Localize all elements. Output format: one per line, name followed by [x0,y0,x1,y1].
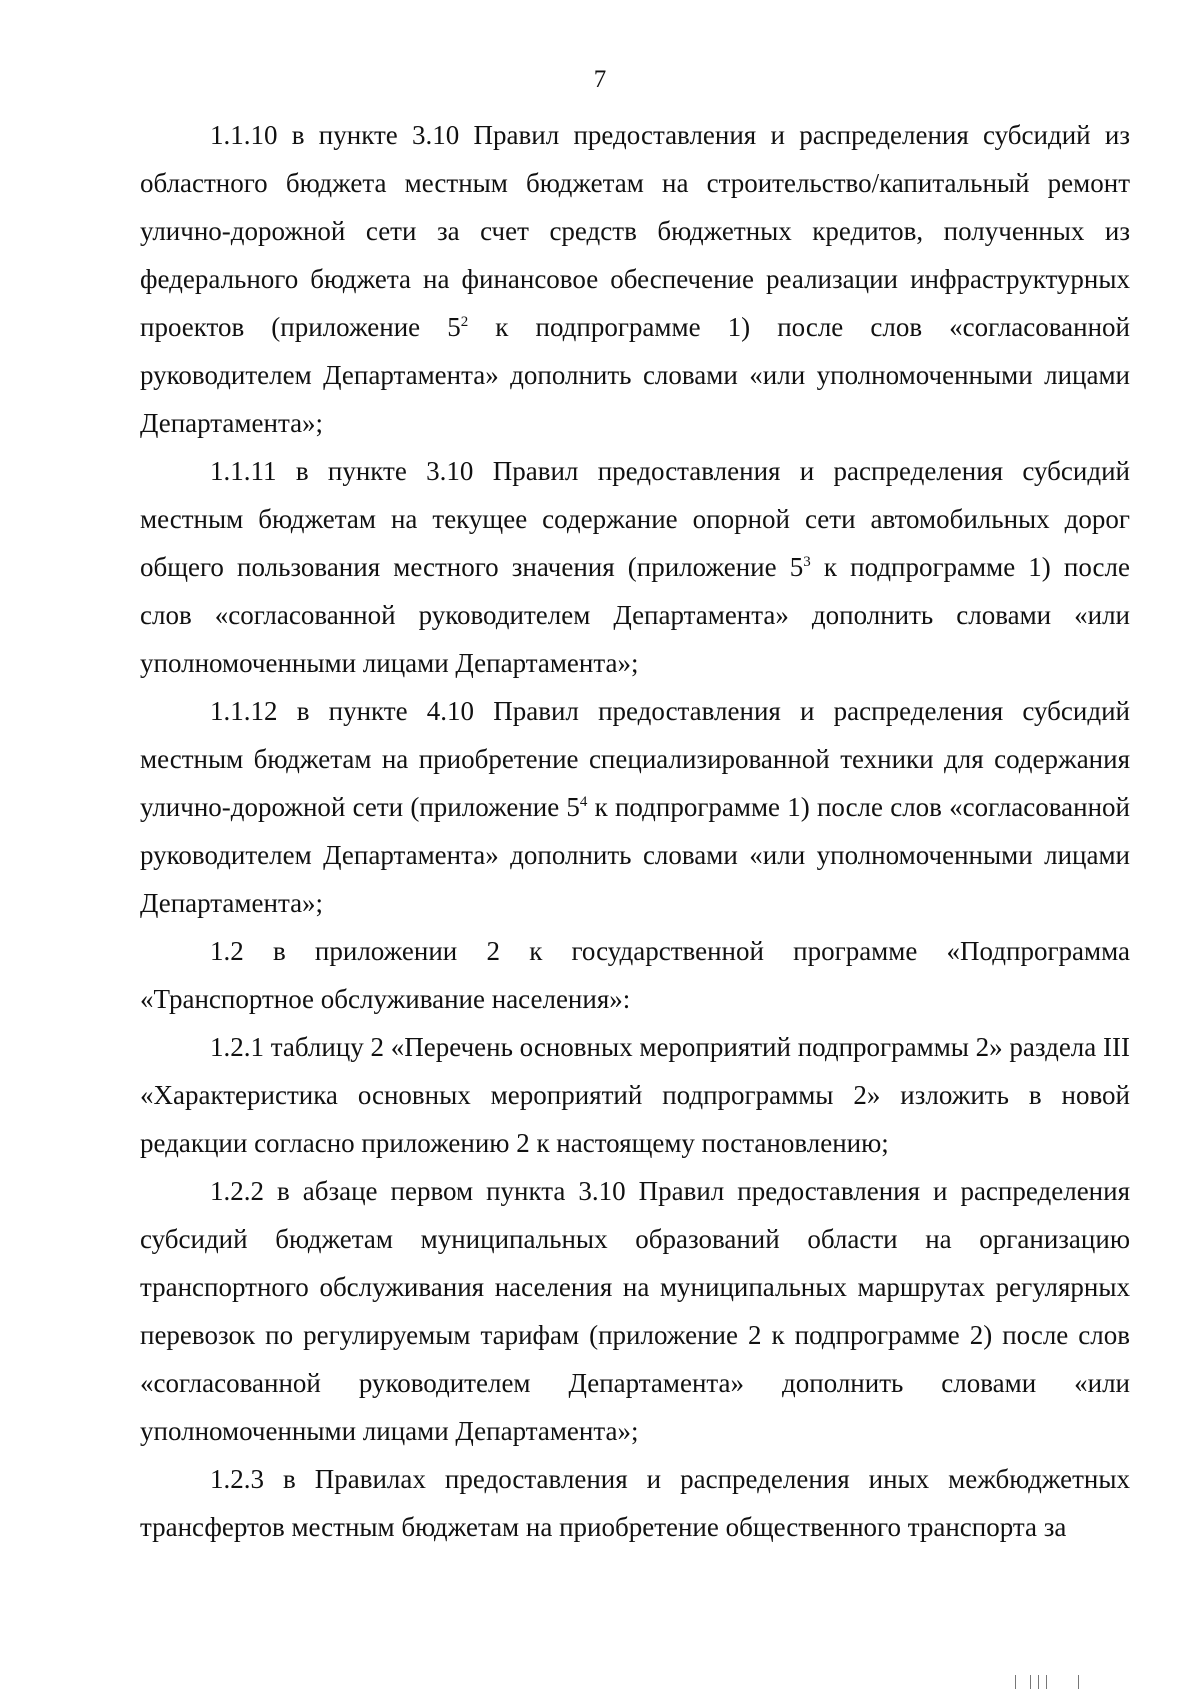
text-run: 1.1.10 в пункте 3.10 Правил предоставления и распределения субсидий из областного бюджета местным бюджетам на строительство/капитальный ремонт улично-дорожной сети за счет средств бюджетных кредитов, полученных из федерального бюджета на финансовое обеспечение реализации инфраструктурных проектов (приложение 5 [140,120,1130,342]
text-run: 1.2.3 в Правилах предоставления и распределения иных межбюджетных трансфертов местным бюджетам на приобретение общественного транспорта за [140,1464,1130,1542]
text-run: 1.2.1 таблицу 2 «Перечень основных мероприятий подпрограммы 2» раздела III «Характеристика основных мероприятий подпрограммы 2» изложить в новой редакции согласно приложению 2 к настоящему постановлению; [140,1032,1130,1158]
paragraph-p-1-1-10 [140,111,1130,447]
superscript: 2 [460,314,469,330]
text-run: 1.1.11 в пункте 3.10 Правил предоставления и распределения субсидий местным бюджетам на текущее содержание опорной сети автомобильных дорог общего пользования местного значения (приложение 5 [140,456,1130,582]
scan-mark [1030,1675,1031,1689]
text-run: к подпрограмме 1) после слов «согласованной руководителем Департамента» дополнить словами «или уполномоченными лицами Департамента»; [140,552,1130,678]
scan-mark [1015,1675,1016,1689]
paragraph-p-1-1-11 [140,447,1130,687]
text-run: к подпрограмме 1) после слов «согласованной руководителем Департамента» дополнить словами «или уполномоченными лицами Департамента»; [140,792,1130,918]
text-run: 1.2 в приложении 2 к государственной программе «Подпрограмма «Транспортное обслуживание населения»: [140,936,1130,1014]
superscript: 3 [803,554,811,570]
scan-mark [1038,1675,1039,1689]
paragraph-p-1-2-2 [140,1167,1130,1455]
text-run: 1.1.12 в пункте 4.10 Правил предоставления и распределения субсидий местным бюджетам на приобретение специализированной техники для содержания улично-дорожной сети (приложение 5 [140,696,1130,822]
paragraph-p-1-2-1 [140,1023,1130,1167]
text-run: к подпрограмме 1) после слов «согласованной руководителем Департамента» дополнить словами «или уполномоченными лицами Департамента»; [140,312,1130,438]
paragraph-p-1-2-3 [140,1455,1130,1551]
scan-mark [1046,1675,1047,1689]
scan-mark [1078,1675,1079,1689]
paragraph-p-1-1-12 [140,687,1130,927]
paragraph-p-1-2 [140,927,1130,1023]
document-body [140,111,1130,1551]
text-run: 1.2.2 в абзаце первом пункта 3.10 Правил предоставления и распределения субсидий бюджетам муниципальных образований области на организацию транспортного обслуживания населения на муниципальных маршрутах регулярных перевозок по регулируемым тарифам (приложение 2 к подпрограмме 2) после слов «согласованной руководителем Департамента» дополнить словами «или уполномоченными лицами Департамента»; [140,1176,1130,1446]
page-number: 7 [593,66,607,93]
superscript: 4 [579,794,588,810]
